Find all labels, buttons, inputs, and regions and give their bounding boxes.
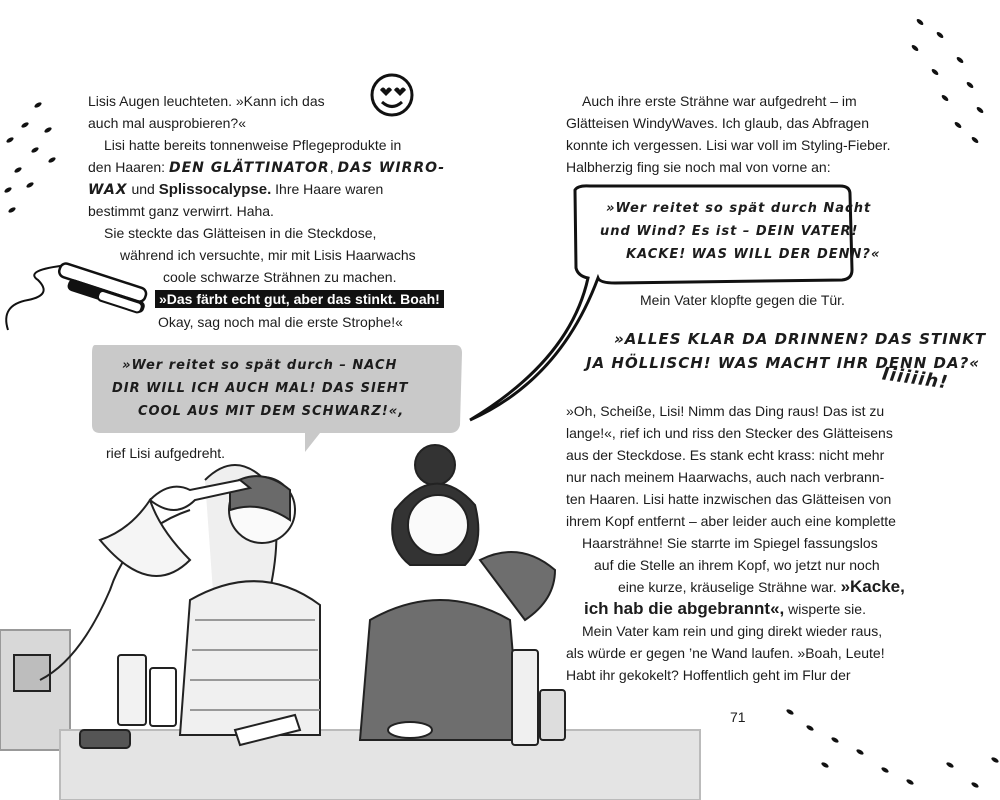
- kacke-quote-a: »Kacke,: [840, 577, 905, 596]
- text-line: Glätteisen WindyWaves. Ich glaub, das Abfragen: [566, 115, 869, 131]
- text-line: [155, 290, 444, 308]
- ink-dots-right-top: [911, 18, 985, 144]
- text-fragment: den Haaren:: [88, 159, 166, 175]
- text-line: ten Haaren. Lisi hatte inzwischen das Glätteisen von: [566, 491, 892, 507]
- speech-bubble-left-line: COOL AUS MIT DEM SCHWARZ!«,: [138, 404, 405, 419]
- text-fragment: wisperte sie.: [788, 601, 866, 617]
- speech-bubble-left-line: »Wer reitet so spät durch – NACH: [122, 358, 398, 373]
- page-number: 71: [730, 709, 746, 725]
- heart-eyes-smiley-icon: [372, 75, 412, 115]
- product-wirrowax-b: WAX: [88, 182, 128, 198]
- product-splissocalypse: Splissocalypse.: [158, 181, 272, 198]
- text-line: als würde er gegen ’ne Wand laufen. »Boah, Leute!: [566, 645, 885, 661]
- text-line: Mein Vater kam rein und ging direkt wieder raus,: [582, 623, 883, 639]
- text-line: [88, 180, 383, 199]
- text-line: Okay, sag noch mal die erste Strophe!«: [158, 314, 403, 330]
- text-fragment: und: [131, 181, 155, 197]
- text-line: ihrem Kopf entfernt – aber leider auch eine komplette: [566, 513, 896, 529]
- flat-iron-icon: [6, 262, 147, 330]
- highlighted-quote: »Das färbt echt gut, aber das stinkt. Boah!: [155, 290, 444, 308]
- text-fragment: Ihre Haare waren: [275, 181, 384, 197]
- text-line: Auch ihre erste Strähne war aufgedreht – im: [582, 93, 857, 109]
- kacke-quote-b: ich hab die abgebrannt«,: [584, 599, 785, 618]
- text-line: auch mal ausprobieren?«: [88, 115, 246, 131]
- text-line: Halbherzig fing sie noch mal von vorne an:: [566, 159, 831, 175]
- text-line: den Haaren: DEN GLÄTTINATOR, DAS WIRRO-: [88, 159, 446, 176]
- text-line: während ich versuchte, mir mit Lisis Haarwachs: [120, 247, 416, 263]
- text-line: Mein Vater klopfte gegen die Tür.: [640, 292, 845, 308]
- product-glaettinator: DEN GLÄTTINATOR: [168, 160, 330, 176]
- text-line: aus der Steckdose. Es stank echt krass: nicht mehr: [566, 447, 885, 463]
- ink-dots-right-bottom: [786, 708, 1000, 788]
- text-line: konnte ich vergessen. Lisi war voll im Styling-Fieber.: [566, 137, 891, 153]
- speech-bubble-left-line: DIR WILL ICH AUCH MAL! DAS SIEHT: [112, 381, 409, 396]
- scream-text: Iiiiiih!: [880, 363, 950, 394]
- text-fragment: eine kurze, kräuselige Strähne war.: [618, 579, 837, 595]
- shout-line: »ALLES KLAR DA DRINNEN? DAS STINKT: [614, 330, 987, 348]
- text-line: nur nach meinem Haarwachs, auch nach verbrann-: [566, 469, 885, 485]
- text-line: Lisi hatte bereits tonnenweise Pflegeprodukte in: [104, 137, 402, 153]
- text-line: Habt ihr gekokelt? Hoffentlich geht im Flur der: [566, 667, 851, 683]
- ink-dots-left: [4, 101, 57, 213]
- text-line: [618, 578, 905, 596]
- text-line: »Oh, Scheiße, Lisi! Nimm das Ding raus! Das ist zu: [566, 403, 885, 419]
- text-line: bestimmt ganz verwirrt. Haha.: [88, 203, 274, 219]
- text-line: Sie steckte das Glätteisen in die Steckdose,: [104, 225, 377, 241]
- speech-bubble-right-line: KACKE! WAS WILL DER DENN?«: [626, 247, 881, 262]
- text-line: rief Lisi aufgedreht.: [106, 445, 226, 461]
- speech-bubble-right-line: und Wind? Es ist – DEIN VATER!: [600, 224, 859, 239]
- speech-bubble-right-line: »Wer reitet so spät durch Nacht: [606, 201, 872, 216]
- shout-line: JA HÖLLISCH! WAS MACHT IHR DENN DA?«: [586, 354, 981, 372]
- text-line: lange!«, rief ich und riss den Stecker des Glätteisens: [566, 425, 893, 441]
- text-line: coole schwarze Strähnen zu machen.: [163, 269, 397, 285]
- text-line: Haarsträhne! Sie starrte im Spiegel fassungslos: [582, 535, 878, 551]
- text-line: [584, 600, 866, 618]
- product-wirrowax-a: DAS WIRRO-: [337, 160, 446, 176]
- text-line: auf die Stelle an ihrem Kopf, wo jetzt nur noch: [594, 557, 880, 573]
- text-line: Lisis Augen leuchteten. »Kann ich das: [88, 93, 325, 109]
